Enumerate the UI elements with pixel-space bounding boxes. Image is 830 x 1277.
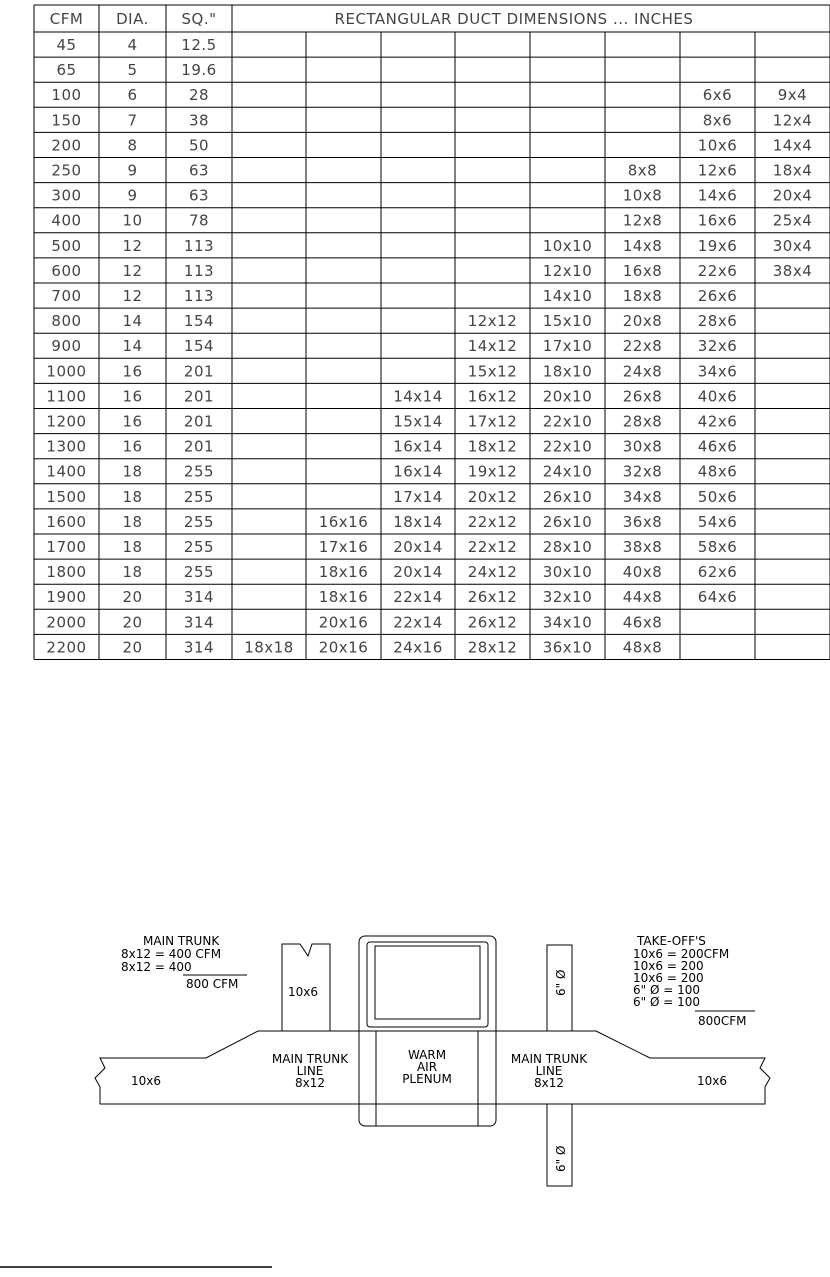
cell-cfm: 200 bbox=[51, 136, 82, 155]
left-trunk-label: 8x12 bbox=[294, 1076, 326, 1090]
cell-dia: 7 bbox=[127, 111, 138, 130]
cell-sq: 201 bbox=[183, 412, 215, 431]
cell-dia: 16 bbox=[122, 362, 143, 381]
cell-sq: 113 bbox=[183, 236, 215, 255]
cell-rect-dim: 9x4 bbox=[777, 86, 808, 105]
cell-sq: 201 bbox=[183, 362, 215, 381]
cell-dia: 18 bbox=[122, 512, 143, 531]
header-rect-dims: RECTANGULAR DUCT DIMENSIONS ... INCHES bbox=[334, 10, 694, 28]
furnace-inner bbox=[375, 946, 480, 1019]
cell-rect-dim: 34x10 bbox=[542, 613, 593, 632]
cell-rect-dim: 14x6 bbox=[697, 186, 738, 205]
cell-dia: 5 bbox=[127, 61, 138, 80]
cell-rect-dim: 20x16 bbox=[318, 638, 369, 657]
cell-sq: 255 bbox=[183, 462, 215, 481]
cell-cfm: 1900 bbox=[46, 588, 87, 607]
cell-dia: 20 bbox=[122, 638, 143, 657]
cell-dia: 14 bbox=[122, 312, 143, 331]
cell-sq: 314 bbox=[183, 588, 215, 607]
cell-cfm: 1800 bbox=[46, 563, 87, 582]
cell-rect-dim: 18x16 bbox=[318, 588, 369, 607]
cell-sq: 38 bbox=[188, 111, 210, 130]
plenum-label: WARM bbox=[407, 1048, 447, 1062]
cell-dia: 18 bbox=[122, 462, 143, 481]
cell-cfm: 100 bbox=[51, 86, 82, 105]
cell-cfm: 1000 bbox=[46, 362, 87, 381]
cell-cfm: 1500 bbox=[46, 487, 87, 506]
cell-cfm: 400 bbox=[51, 211, 82, 230]
cell-rect-dim: 42x6 bbox=[697, 412, 738, 431]
cell-rect-dim: 17x14 bbox=[393, 487, 443, 506]
cell-rect-dim: 20x14 bbox=[393, 538, 443, 556]
right-trunk-label: 8x12 bbox=[533, 1076, 565, 1090]
cell-cfm: 1100 bbox=[46, 387, 87, 406]
cell-rect-dim: 28x8 bbox=[622, 412, 663, 431]
cell-rect-dim: 20x14 bbox=[393, 563, 443, 582]
cell-rect-dim: 40x6 bbox=[697, 387, 738, 406]
cell-rect-dim: 30x10 bbox=[542, 563, 593, 582]
cell-rect-dim: 22x12 bbox=[467, 512, 518, 531]
cell-sq: 201 bbox=[183, 387, 215, 406]
cell-rect-dim: 20x8 bbox=[622, 312, 663, 331]
cell-cfm: 500 bbox=[51, 236, 82, 255]
cell-sq: 28 bbox=[188, 86, 210, 105]
cell-cfm: 1300 bbox=[46, 437, 87, 456]
cell-cfm: 2200 bbox=[46, 638, 87, 657]
cell-rect-dim: 15x12 bbox=[467, 362, 518, 381]
cell-rect-dim: 10x10 bbox=[542, 236, 593, 255]
cell-rect-dim: 8x6 bbox=[702, 111, 733, 130]
cell-rect-dim: 62x6 bbox=[697, 563, 738, 582]
takeoffs-note-line: 6" Ø = 100 bbox=[633, 983, 701, 997]
cell-cfm: 1600 bbox=[46, 512, 87, 531]
main-trunk-note-line2: 8x12 = 400 bbox=[121, 960, 192, 974]
cell-dia: 20 bbox=[122, 613, 143, 632]
cell-rect-dim: 14x12 bbox=[467, 337, 518, 356]
cell-dia: 12 bbox=[122, 236, 143, 255]
right-end-label: 10x6 bbox=[697, 1074, 728, 1088]
round-duct-bottom bbox=[547, 1104, 572, 1186]
cell-sq: 154 bbox=[183, 312, 215, 331]
cell-rect-dim: 14x10 bbox=[542, 287, 593, 305]
cell-sq: 255 bbox=[183, 512, 215, 531]
cell-rect-dim: 26x12 bbox=[467, 588, 518, 607]
branch-top-left-label: 10x6 bbox=[288, 985, 319, 999]
cell-cfm: 700 bbox=[51, 287, 82, 305]
cell-cfm: 300 bbox=[51, 186, 82, 205]
cell-rect-dim: 26x10 bbox=[542, 512, 593, 531]
cell-rect-dim: 28x12 bbox=[467, 638, 518, 657]
cell-rect-dim: 12x8 bbox=[622, 211, 663, 230]
cell-rect-dim: 10x6 bbox=[697, 136, 738, 155]
cell-rect-dim: 26x8 bbox=[622, 387, 663, 406]
cell-dia: 14 bbox=[122, 337, 143, 356]
takeoffs-note-line: 10x6 = 200 bbox=[633, 959, 704, 973]
cell-dia: 18 bbox=[122, 563, 143, 582]
main-trunk-note-total: 800 CFM bbox=[186, 977, 239, 991]
cell-cfm: 250 bbox=[51, 161, 82, 180]
right-trunk-label: LINE bbox=[535, 1064, 563, 1078]
cell-sq: 314 bbox=[183, 638, 215, 657]
cell-sq: 314 bbox=[183, 613, 215, 632]
cell-dia: 12 bbox=[122, 261, 143, 280]
takeoffs-note-total: 800CFM bbox=[698, 1014, 747, 1028]
cell-sq: 154 bbox=[183, 337, 215, 356]
cell-rect-dim: 17x16 bbox=[318, 538, 369, 556]
cell-rect-dim: 25x4 bbox=[772, 211, 813, 230]
cell-sq: 63 bbox=[188, 161, 210, 180]
cell-rect-dim: 18x10 bbox=[542, 362, 593, 381]
cell-rect-dim: 22x10 bbox=[542, 437, 593, 456]
cell-rect-dim: 16x16 bbox=[318, 512, 369, 531]
cell-cfm: 45 bbox=[56, 36, 77, 54]
cell-rect-dim: 26x6 bbox=[697, 287, 738, 305]
cell-rect-dim: 16x14 bbox=[393, 437, 443, 456]
cell-rect-dim: 20x10 bbox=[542, 387, 593, 406]
cell-dia: 12 bbox=[122, 287, 143, 305]
cell-dia: 18 bbox=[122, 538, 143, 556]
cell-rect-dim: 16x8 bbox=[622, 261, 663, 280]
cell-rect-dim: 34x8 bbox=[622, 487, 663, 506]
cell-rect-dim: 17x12 bbox=[467, 412, 518, 431]
cell-sq: 255 bbox=[183, 487, 215, 506]
takeoffs-note-title: TAKE-OFF'S bbox=[637, 934, 706, 948]
cell-sq: 12.5 bbox=[181, 36, 217, 54]
header-cfm: CFM bbox=[49, 10, 84, 28]
cell-sq: 78 bbox=[188, 211, 210, 230]
cell-rect-dim: 40x8 bbox=[622, 563, 663, 582]
cell-cfm: 900 bbox=[51, 337, 82, 356]
cell-rect-dim: 20x4 bbox=[772, 186, 813, 205]
takeoffs-note-line: 10x6 = 200 bbox=[633, 971, 704, 985]
cell-rect-dim: 20x16 bbox=[318, 613, 369, 632]
cell-rect-dim: 12x4 bbox=[772, 111, 813, 130]
cell-rect-dim: 14x4 bbox=[772, 136, 813, 155]
cell-rect-dim: 36x10 bbox=[542, 638, 593, 657]
cell-rect-dim: 24x10 bbox=[542, 462, 593, 481]
cell-sq: 113 bbox=[183, 261, 215, 280]
cell-sq: 201 bbox=[183, 437, 215, 456]
cell-sq: 19.6 bbox=[181, 61, 217, 80]
cell-rect-dim: 32x6 bbox=[697, 337, 738, 356]
round-duct-bottom-label: 6" Ø bbox=[554, 1145, 568, 1172]
plenum-label: AIR bbox=[416, 1060, 438, 1074]
takeoffs-note-line: 6" Ø = 100 bbox=[633, 995, 701, 1009]
cell-rect-dim: 58x6 bbox=[697, 538, 738, 556]
cell-rect-dim: 15x14 bbox=[393, 412, 443, 431]
plenum-label: PLENUM bbox=[402, 1072, 452, 1086]
cell-rect-dim: 22x6 bbox=[697, 261, 738, 280]
cell-rect-dim: 18x4 bbox=[772, 161, 813, 180]
cell-rect-dim: 18x16 bbox=[318, 563, 369, 582]
cell-rect-dim: 24x16 bbox=[393, 638, 443, 657]
cell-rect-dim: 18x18 bbox=[244, 638, 294, 657]
cell-rect-dim: 54x6 bbox=[697, 512, 738, 531]
cell-rect-dim: 22x8 bbox=[622, 337, 663, 356]
main-trunk-note-title: MAIN TRUNK bbox=[143, 934, 220, 948]
cell-rect-dim: 32x10 bbox=[542, 588, 593, 607]
cell-rect-dim: 14x8 bbox=[622, 236, 663, 255]
cell-rect-dim: 6x6 bbox=[702, 86, 733, 105]
cell-rect-dim: 22x14 bbox=[393, 588, 443, 607]
right-trunk-label: MAIN TRUNK bbox=[510, 1052, 588, 1066]
cell-rect-dim: 20x12 bbox=[467, 487, 518, 506]
main-trunk-note bbox=[121, 934, 247, 991]
cell-dia: 16 bbox=[122, 437, 143, 456]
cell-rect-dim: 24x12 bbox=[467, 563, 518, 582]
cell-rect-dim: 50x6 bbox=[697, 487, 738, 506]
cell-rect-dim: 12x12 bbox=[467, 312, 518, 331]
cell-rect-dim: 32x8 bbox=[622, 462, 663, 481]
cell-dia: 4 bbox=[127, 36, 138, 54]
cell-rect-dim: 48x6 bbox=[697, 462, 738, 481]
cell-cfm: 65 bbox=[56, 61, 77, 80]
cell-rect-dim: 28x10 bbox=[542, 538, 593, 556]
cell-rect-dim: 16x12 bbox=[467, 387, 518, 406]
takeoffs-note bbox=[633, 934, 755, 1028]
cell-dia: 18 bbox=[122, 487, 143, 506]
cell-rect-dim: 46x6 bbox=[697, 437, 738, 456]
cell-cfm: 2000 bbox=[46, 613, 87, 632]
main-trunk-note-line1: 8x12 = 400 CFM bbox=[121, 947, 222, 961]
cell-cfm: 150 bbox=[51, 111, 82, 130]
header-dia: DIA. bbox=[116, 10, 149, 28]
cell-rect-dim: 16x14 bbox=[393, 462, 443, 481]
cell-rect-dim: 8x8 bbox=[627, 161, 658, 180]
cell-rect-dim: 19x6 bbox=[697, 236, 738, 255]
cell-dia: 16 bbox=[122, 387, 143, 406]
cell-rect-dim: 36x8 bbox=[622, 512, 663, 531]
cell-rect-dim: 34x6 bbox=[697, 362, 738, 381]
cell-rect-dim: 28x6 bbox=[697, 312, 738, 331]
cell-cfm: 1400 bbox=[46, 462, 87, 481]
cell-rect-dim: 30x8 bbox=[622, 437, 663, 456]
cell-rect-dim: 46x8 bbox=[622, 613, 663, 632]
left-trunk-label: MAIN TRUNK bbox=[271, 1052, 349, 1066]
cell-sq: 255 bbox=[183, 563, 215, 582]
cell-sq: 255 bbox=[183, 538, 215, 556]
cell-dia: 10 bbox=[122, 211, 143, 230]
cell-cfm: 600 bbox=[51, 261, 82, 280]
cell-rect-dim: 24x8 bbox=[622, 362, 663, 381]
cell-rect-dim: 26x12 bbox=[467, 613, 518, 632]
cell-rect-dim: 18x12 bbox=[467, 437, 518, 456]
cell-cfm: 1200 bbox=[46, 412, 87, 431]
cell-dia: 16 bbox=[122, 412, 143, 431]
cell-dia: 8 bbox=[127, 136, 138, 155]
cell-rect-dim: 17x10 bbox=[542, 337, 593, 356]
cell-rect-dim: 22x14 bbox=[393, 613, 443, 632]
cell-cfm: 800 bbox=[51, 312, 82, 331]
cell-sq: 50 bbox=[188, 136, 210, 155]
cell-dia: 20 bbox=[122, 588, 143, 607]
cell-rect-dim: 12x6 bbox=[697, 161, 738, 180]
cell-rect-dim: 18x8 bbox=[622, 287, 663, 305]
cell-rect-dim: 48x8 bbox=[622, 638, 663, 657]
cell-dia: 6 bbox=[127, 86, 138, 105]
left-end-label: 10x6 bbox=[131, 1074, 162, 1088]
cell-rect-dim: 16x6 bbox=[697, 211, 738, 230]
cell-rect-dim: 30x4 bbox=[772, 236, 813, 255]
round-duct-top-label: 6" Ø bbox=[554, 969, 568, 996]
cell-rect-dim: 15x10 bbox=[542, 312, 593, 331]
cell-rect-dim: 38x8 bbox=[622, 538, 663, 556]
header-sq: SQ." bbox=[181, 10, 217, 28]
cell-rect-dim: 22x12 bbox=[467, 538, 518, 556]
cell-rect-dim: 44x8 bbox=[622, 588, 663, 607]
cell-cfm: 1700 bbox=[46, 538, 87, 556]
furnace-top bbox=[367, 942, 488, 1027]
takeoffs-note-line: 10x6 = 200CFM bbox=[633, 947, 730, 961]
cell-rect-dim: 14x14 bbox=[393, 387, 443, 406]
cell-rect-dim: 38x4 bbox=[772, 261, 813, 280]
cell-rect-dim: 18x14 bbox=[393, 512, 443, 531]
cell-rect-dim: 19x12 bbox=[467, 462, 518, 481]
cell-rect-dim: 64x6 bbox=[697, 588, 738, 607]
cell-rect-dim: 10x8 bbox=[622, 186, 663, 205]
cell-sq: 63 bbox=[188, 186, 210, 205]
cell-dia: 9 bbox=[127, 161, 138, 180]
cell-sq: 113 bbox=[183, 287, 215, 305]
cell-rect-dim: 26x10 bbox=[542, 487, 593, 506]
cell-rect-dim: 22x10 bbox=[542, 412, 593, 431]
left-trunk-label: LINE bbox=[296, 1064, 324, 1078]
cell-dia: 9 bbox=[127, 186, 138, 205]
cell-rect-dim: 12x10 bbox=[542, 261, 593, 280]
